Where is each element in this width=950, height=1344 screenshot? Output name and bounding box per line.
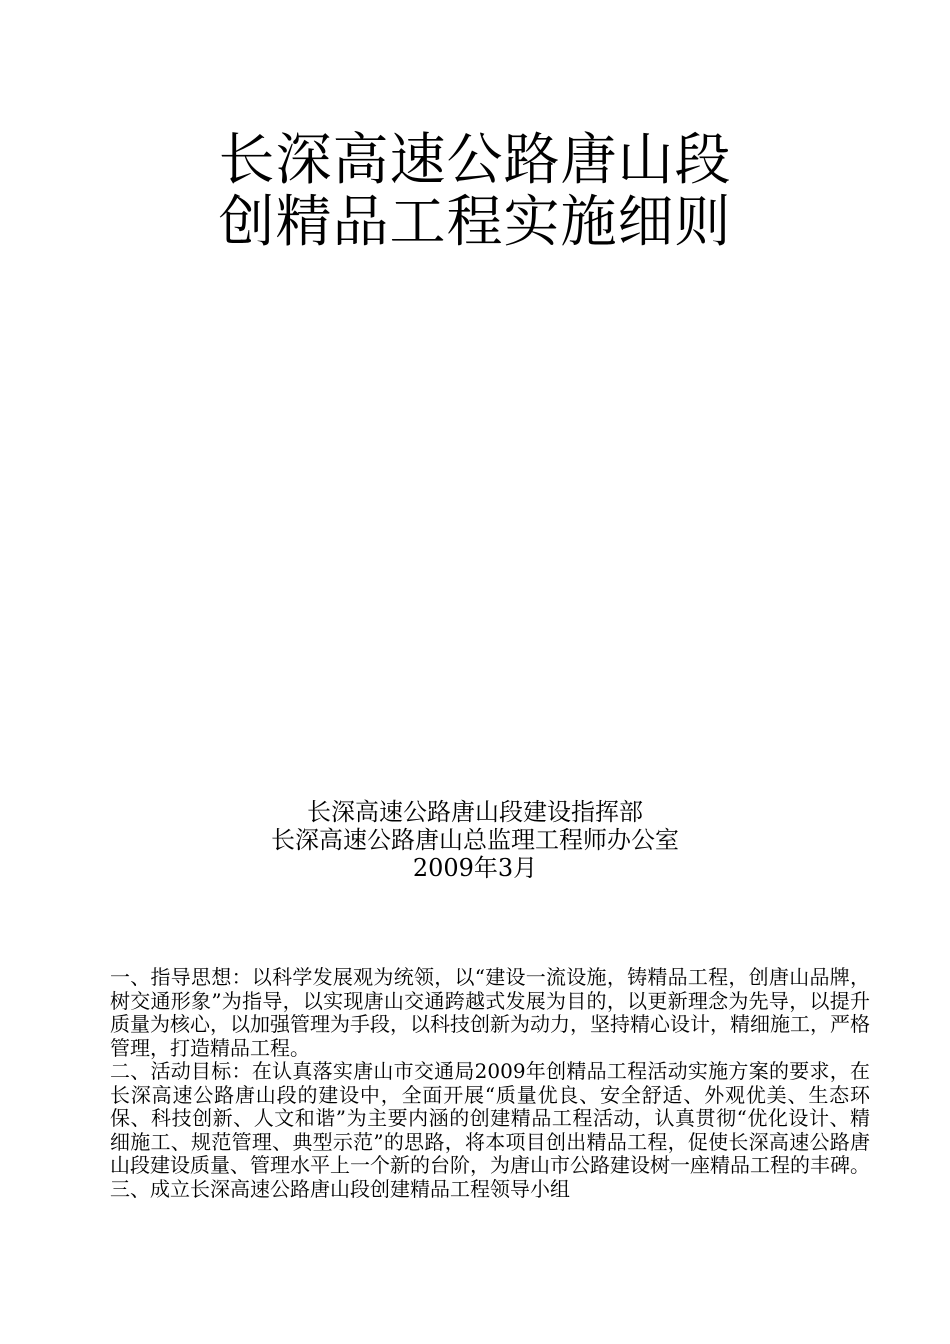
issuer-org-1: 长深高速公路唐山段建设指挥部: [307, 798, 643, 826]
section-activity-goals: 二、活动目标：在认真落实唐山市交通局2009年创精品工程活动实施方案的要求，在长深高速公路唐山段的建设中，全面开展“质量优良、安全舒适、外观优美、生态环保、科技创新、人文和谐”为主要内涵的创建精品工程活动，认真贯彻“优化设计、精细施工、规范管理、典型示范”的思路，将本项目创出精品工程，促使长深高速公路唐山段建设质量、管理水平上一个新的台阶，为唐山市公路建设树一座精品工程的丰碑。: [110, 1059, 870, 1177]
issuer-block: [0, 798, 950, 882]
title-line-2: 创精品工程实施细则: [218, 190, 732, 255]
title-line-1: 长深高速公路唐山段: [218, 128, 732, 193]
section-leadership-group: 三、成立长深高速公路唐山段创建精品工程领导小组: [110, 1176, 570, 1201]
issuer-org-2: 长深高速公路唐山总监理工程师办公室: [271, 826, 679, 854]
issue-date: 2009年3月: [412, 854, 538, 882]
section-guiding-ideology: 一、指导思想：以科学发展观为统领，以“建设一流设施，铸精品工程，创唐山品牌，树交通形象”为指导，以实现唐山交通跨越式发展为目的，以更新理念为先导，以提升质量为核心，以加强管理为手段，以科技创新为动力，坚持精心设计，精细施工，严格管理，打造精品工程。: [110, 965, 870, 1060]
document-title: [0, 130, 950, 254]
document-body: [110, 966, 870, 1201]
